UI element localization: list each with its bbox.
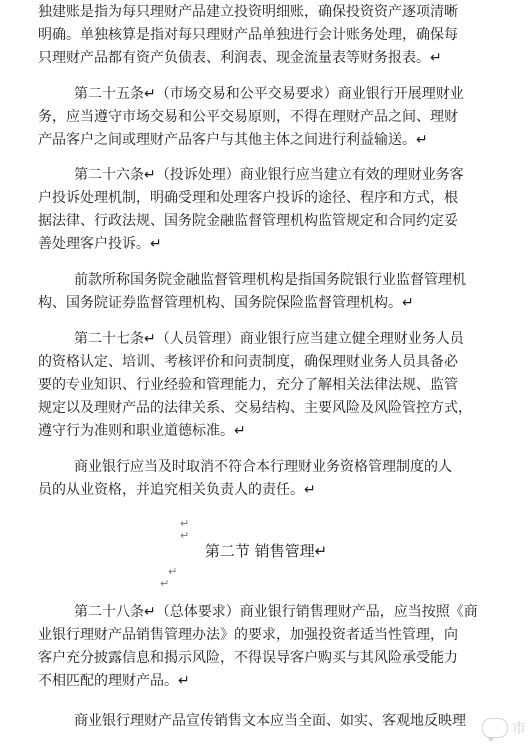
text-line: 明确。单独核算是指对每只理财产品单独进行会计账务处理，确保每 <box>38 27 458 43</box>
watermark-text: 市 <box>512 721 526 737</box>
text-line: 第二十七条↵（人员管理）商业银行应当建立健全理财业务人员 <box>74 331 464 347</box>
text-line: 构、国务院证券监督管理机构、国务院保险监督管理机构。↵ <box>38 295 414 311</box>
text-line: 第二十五条↵（市场交易和公平交易要求）商业银行开展理财业 <box>74 86 464 102</box>
text-line: 前款所称国务院金融监督管理机构是指国务院银行业监督管理机 <box>74 272 466 288</box>
text-line: 业银行理财产品销售管理办法》的要求，加强投资者适当性管理，向 <box>38 627 458 643</box>
paragraph-mark: ↵ <box>160 577 170 590</box>
text-line: 不相匹配的理财产品。↵ <box>38 673 190 689</box>
text-line: 商业银行应当及时取消不符合本行理财业务资格管理制度的人 <box>74 459 452 475</box>
text-line: 只理财产品都有资产负债表、利润表、现金流量表等财务报表。↵ <box>38 50 442 66</box>
text-line: 据法律、行政法规、国务院金融监督管理机构监管规定和合同约定妥 <box>38 213 458 229</box>
text-line: 第二十六条↵（投诉处理）商业银行应当建立有效的理财业务客 <box>74 167 464 183</box>
text-line: 善处理客户投诉。↵ <box>38 236 162 252</box>
text-line: 户投诉处理机制，明确受理和处理客户投诉的途径、程序和方式，根 <box>38 190 458 206</box>
text-line: 员的从业资格，并追究相关负责人的责任。↵ <box>38 482 316 498</box>
text-line: 客户充分披露信息和揭示风险，不得误导客户购买与其风险承受能力 <box>38 650 458 666</box>
text-line: 规定以及理财产品的法律关系、交易结构、主要风险及风险管控方式， <box>38 400 472 416</box>
paragraph-mark: ↵ <box>180 529 190 542</box>
text-line: 务，应当遵守市场交易和公平交易原则，不得在理财产品之间、理财 <box>38 109 458 125</box>
section-title: 第二节 销售管理↵ <box>204 542 328 560</box>
text-line: 商业银行理财产品宣传销售文本应当全面、如实、客观地反映理 <box>74 713 466 729</box>
paragraph-mark: ↵ <box>168 565 178 578</box>
text-line: 的资格认定、培训、考核评价和问责制度，确保理财业务人员具备必 <box>38 354 458 370</box>
text-line: 第二十八条↵（总体要求）商业银行销售理财产品，应当按照《商 <box>74 604 478 620</box>
wechat-icon <box>482 718 508 738</box>
paragraph-mark: ↵ <box>180 517 190 530</box>
text-line: 产品客户之间或理财产品客户与其他主体之间进行利益输送。↵ <box>38 132 428 148</box>
text-line: 遵守行为准则和职业道德标准。↵ <box>38 423 246 439</box>
watermark <box>482 718 526 738</box>
text-line: 独建账是指为每只理财产品建立投资明细账，确保投资资产逐项清晰 <box>38 4 458 20</box>
text-line: 要的专业知识、行业经验和管理能力，充分了解相关法律法规、监管 <box>38 377 458 393</box>
